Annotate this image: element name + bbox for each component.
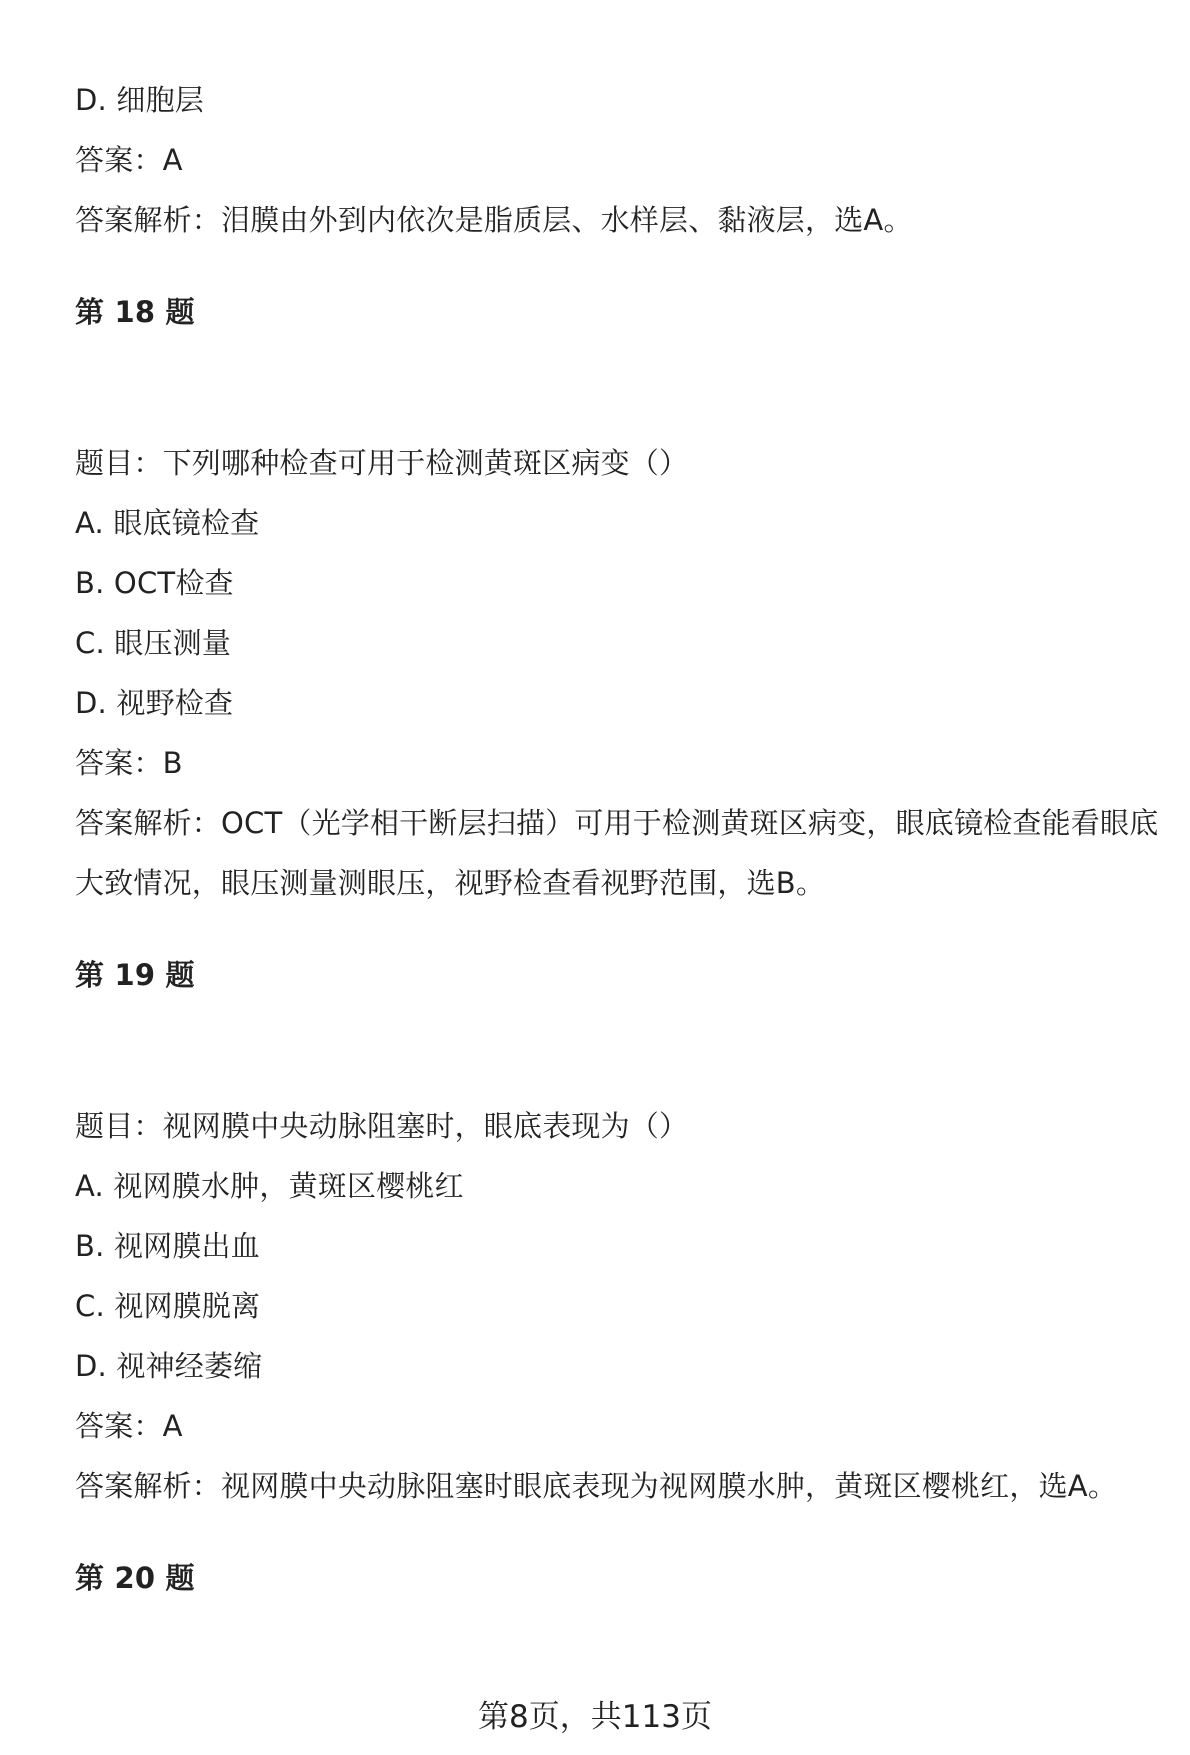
- q19-question: 题目：视网膜中央动脉阻塞时，眼底表现为（）: [75, 1109, 689, 1143]
- q18-question: 题目：下列哪种检查可用于检测黄斑区病变（）: [75, 446, 689, 480]
- page-number-footer: 第8页，共113页: [478, 1699, 712, 1735]
- q17-option-d: D. 细胞层: [75, 83, 204, 117]
- q17-explanation: 答案解析：泪膜由外到内依次是脂质层、水样层、黏液层，选A。: [75, 203, 913, 237]
- q19-heading: 第 19 题: [75, 958, 195, 992]
- q19-answer: 答案：A: [75, 1409, 183, 1443]
- q19-explanation: 答案解析：视网膜中央动脉阻塞时眼底表现为视网膜水肿，黄斑区樱桃红，选A。: [75, 1469, 1118, 1503]
- q18-option-b: B. OCT检查: [75, 566, 234, 600]
- q19-option-b: B. 视网膜出血: [75, 1229, 260, 1263]
- q18-option-a: A. 眼底镜检查: [75, 506, 260, 540]
- q19-option-d: D. 视神经萎缩: [75, 1349, 263, 1383]
- q18-explanation: 答案解析：OCT（光学相干断层扫描）可用于检测黄斑区病变，眼底镜检查能看眼底大致情况，眼压测量测眼压，视野检查看视野范围，选B。: [75, 806, 1159, 900]
- q17-answer: 答案：A: [75, 143, 183, 177]
- q18-heading: 第 18 题: [75, 295, 195, 329]
- q19-option-a: A. 视网膜水肿，黄斑区樱桃红: [75, 1169, 464, 1203]
- q18-option-c: C. 眼压测量: [75, 626, 232, 660]
- q20-heading: 第 20 题: [75, 1561, 195, 1595]
- q18-answer: 答案：B: [75, 746, 183, 780]
- q19-option-c: C. 视网膜脱离: [75, 1289, 261, 1323]
- q18-option-d: D. 视野检查: [75, 686, 234, 720]
